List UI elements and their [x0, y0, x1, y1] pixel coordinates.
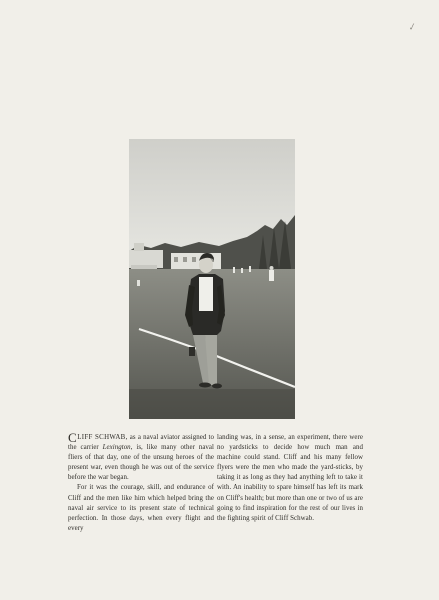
- portrait-photo: [129, 139, 295, 419]
- article-column-left: [68, 430, 214, 534]
- article-paragraph-3: landing was, in a sense, an experiment, there were no yardsticks to decide how much man and machine could stand. Cliff and his many fellow flyers were the men who made the yard-sticks, by taking it as long as they had anything left to take it with. An inability to spare himself has left its mark on Cliff's health; but more than one or two of us are going to find inspiration for the rest of our lives in the fighting spirit of Cliff Schwab.: [217, 434, 363, 522]
- carrier-name: Lexington: [102, 444, 131, 452]
- pencil-check-mark: ✓: [406, 21, 417, 34]
- subject-name: LIFF SCHWAB,: [77, 434, 128, 441]
- article-column-right: [217, 433, 363, 524]
- paragraph-text: , is, like many other naval fliers of that day, one of the unsung heroes of the present war, even though he was out of the service before the war began.: [68, 444, 214, 482]
- drop-cap: C: [68, 430, 77, 445]
- article-paragraph-2: For it was the courage, skill, and endurance of Cliff and the men like him which helped bring the naval air service to its present state of technical perfection. In those days, when every flight and every: [68, 484, 214, 532]
- article-paragraph-1: [68, 430, 214, 483]
- paragraph-text: as a naval aviator assigned to the carrier: [68, 434, 214, 452]
